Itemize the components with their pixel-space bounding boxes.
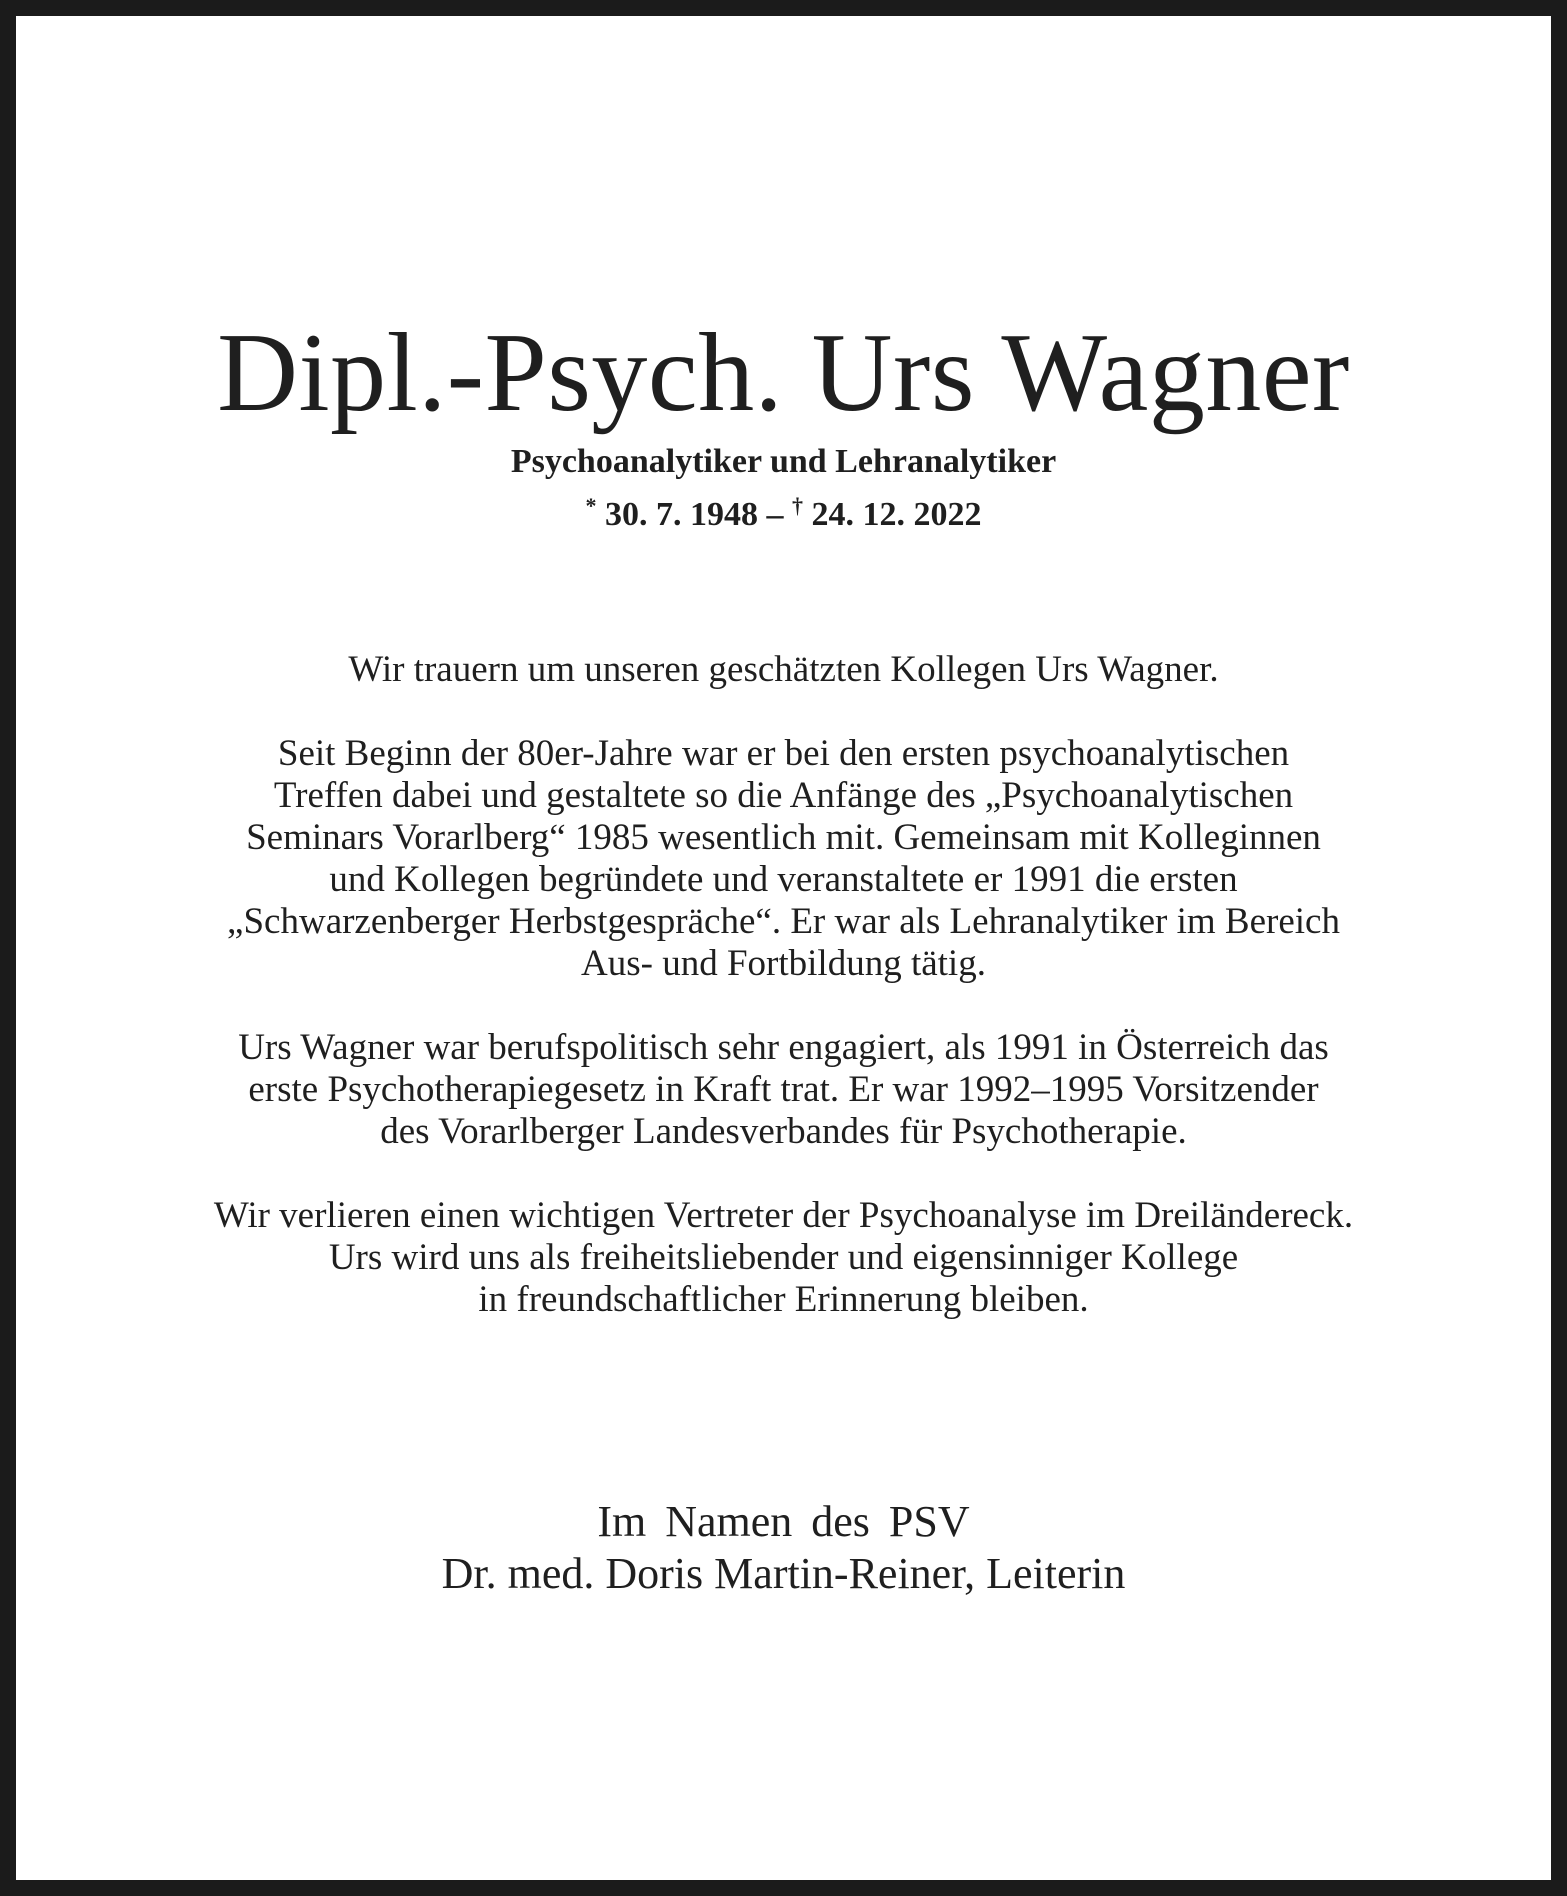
deceased-name: Dipl.-Psych. Urs Wagner <box>217 311 1350 435</box>
text-line: in freundschaftlicher Erinnerung bleiben. <box>478 1279 1089 1320</box>
paragraph <box>32 733 1535 985</box>
paragraph <box>32 1027 1535 1153</box>
text-line: Wir trauern um unseren geschätzten Kollegen Urs Wagner. <box>348 649 1219 690</box>
death-symbol: † <box>792 493 803 518</box>
text-line: Seit Beginn der 80er-Jahre war er bei den ersten psychoanalytischen <box>277 733 1290 774</box>
text-line: Wir verlieren einen wichtigen Vertreter der Psychoanalyse im Dreiländereck. <box>213 1195 1354 1236</box>
signature-block <box>32 1496 1535 1600</box>
text-line: Aus- und Fortbildung tätig. <box>581 943 986 984</box>
text-line: Seminars Vorarlberg“ 1985 wesentlich mit. Gemeinsam mit Kolleginnen <box>246 817 1321 858</box>
text-line: Treffen dabei und gestaltete so die Anfänge des „Psychoanalytischen <box>273 775 1294 816</box>
birth-date: 30. 7. 1948 <box>605 496 758 533</box>
text-line: Urs Wagner war berufspolitisch sehr engagiert, als 1991 in Österreich das <box>238 1027 1329 1068</box>
text-line: Urs wird uns als freiheitsliebender und eigensinniger Kollege <box>328 1237 1239 1278</box>
on-behalf-line: Im Namen des PSV <box>597 1497 970 1546</box>
birth-symbol: * <box>585 493 597 518</box>
text-line: „Schwarzenberger Herbstgespräche“. Er war als Lehranalytiker im Bereich <box>227 901 1340 942</box>
date-separator: – <box>766 496 784 533</box>
notice-body <box>32 649 1535 1321</box>
profession: Psychoanalytiker und Lehranalytiker <box>510 443 1057 480</box>
text-line: und Kollegen begründete und veranstaltete er 1991 die ersten <box>329 859 1238 900</box>
death-date: 24. 12. 2022 <box>811 496 982 533</box>
paragraph <box>32 649 1535 691</box>
text-line: des Vorarlberger Landesverbandes für Psychotherapie. <box>380 1111 1187 1152</box>
notice-header <box>32 308 1535 537</box>
life-dates <box>32 484 1535 537</box>
text-line: erste Psychotherapiegesetz in Kraft trat. Er war 1992–1995 Vorsitzender <box>248 1069 1319 1110</box>
signer-line: Dr. med. Doris Martin-Reiner, Leiterin <box>441 1549 1126 1598</box>
paragraph <box>32 1195 1535 1321</box>
